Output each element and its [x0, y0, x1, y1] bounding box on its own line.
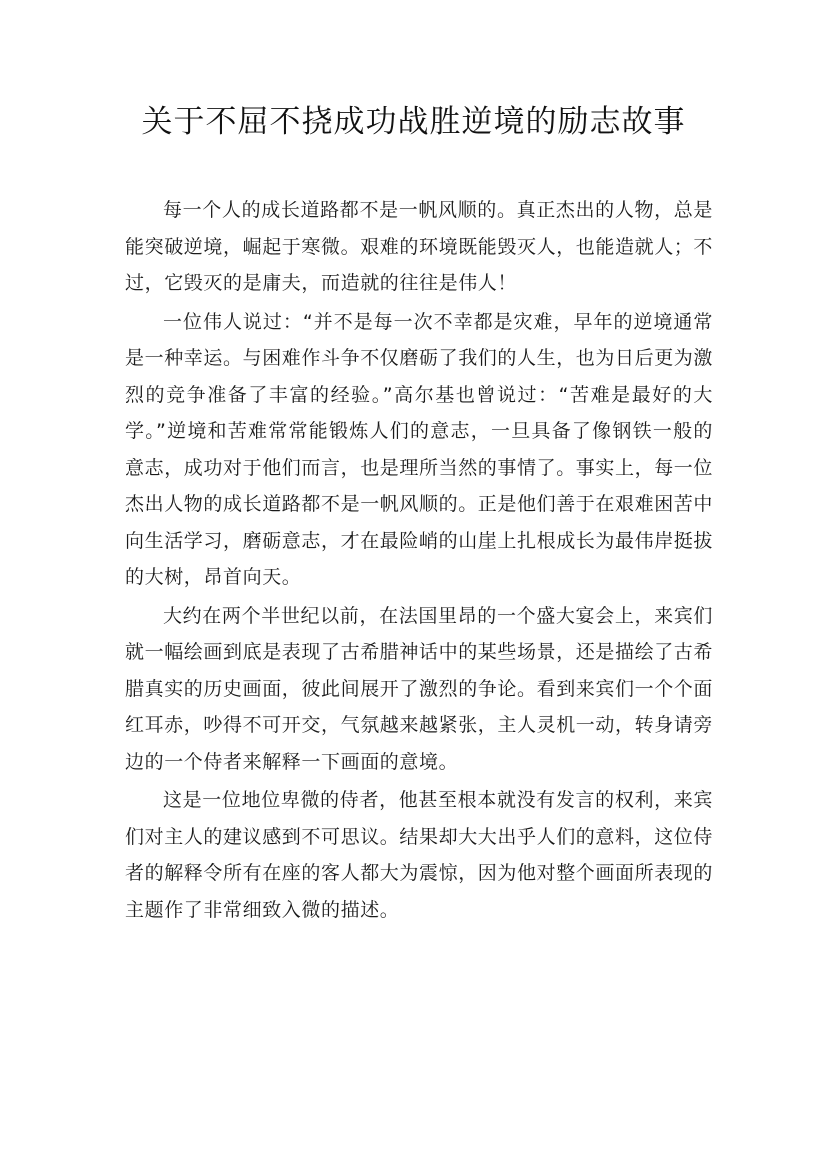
document-body — [125, 192, 713, 930]
paragraph-1: 每一个人的成长道路都不是一帆风顺的。真正杰出的人物，总是能突破逆境，崛起于寒微。艰难的环境既能毁灭人，也能造就人；不过，它毁灭的是庸夫，而造就的往往是伟人！ — [125, 199, 714, 294]
paragraph-3: 大约在两个半世纪以前，在法国里昂的一个盛大宴会上，来宾们就一幅绘画到底是表现了古希腊神话中的某些场景，还是描绘了古希腊真实的历史画面，彼此间展开了激烈的争论。看到来宾们一个个面红耳赤，吵得不可开交，气氛越来越紧张，主人灵机一动，转身请旁边的一个侍者来解释一下画面的意境。 — [125, 604, 714, 773]
document-title: 关于不屈不挠成功战胜逆境的励志故事 — [141, 104, 686, 140]
paragraph-2: 一位伟人说过：“并不是每一次不幸都是灾难，早年的逆境通常是一种幸运。与困难作斗争不仅磨砺了我们的人生，也为日后更为激烈的竞争准备了丰富的经验。”高尔基也曾说过：“苦难是最好的大学。”逆境和苦难常常能锻炼人们的意志，一旦具备了像钢铁一般的意志，成功对于他们而言，也是理所当然的事情了。事实上，每一位杰出人物的成长道路都不是一帆风顺的。正是他们善于在艰难困苦中向生活学习，磨砺意志，才在最险峭的山崖上扎根成长为最伟岸挺拔的大树，昂首向天。 — [125, 310, 714, 588]
paragraph-4: 这是一位地位卑微的侍者，他甚至根本就没有发言的权利，来宾们对主人的建议感到不可思议。结果却大大出乎人们的意料，这位侍者的解释令所有在座的客人都大为震惊，因为他对整个画面所表现的主题作了非常细致入微的描述。 — [125, 789, 714, 921]
